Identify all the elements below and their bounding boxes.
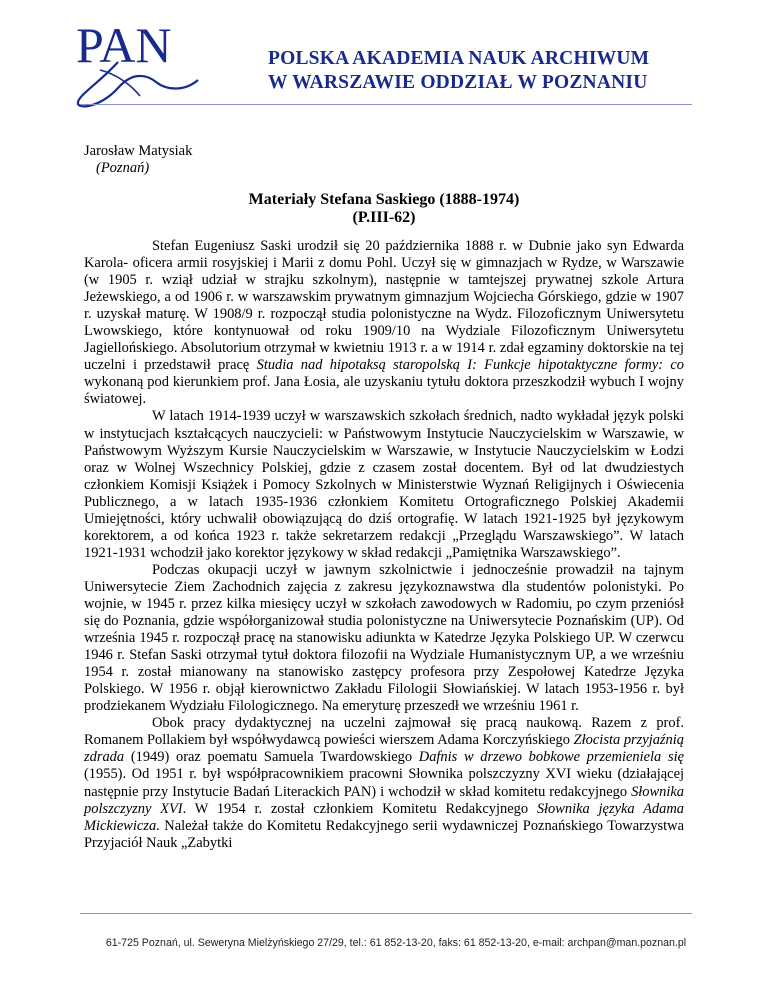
text-run: wykonaną pod kierunkiem prof. Jana Łosia, ale uzyskaniu tytułu doktora przeszkodził wybuch I wojny światowej. (84, 374, 684, 408)
text-run: Podczas okupacji uczył w jawnym szkolnictwie i jednocześnie prowadził na tajnym Uniwersytecie Ziem Zachodnich zajęcia z zakresu językoznawstwa dla studentów polonistyki. Po wojnie, w 1945 r. przez kilka miesięcy uczył w szkołach zawodowych w Radomiu, po czym przeniósł się do Poznania, gdzie współorganizował studia polonistyczne na Uniwersytecie Poznańskim (UP). Od września 1945 r. rozpoczął pracę na stanowisku adiunkta w Katedrze Języka Polskiego UP. W czerwcu 1946 r. Stefan Saski otrzymał tytuł doktora filozofii na Wydziale Humanistycznym UP, a we wrześniu 1954 r. został mianowany na stanowisko zastępcy profesora przy Zespołowej Katedrze Języka Polskiego. W 1956 r. objął kierownictwo Zakładu Filologii Słowiańskiej. W latach 1953-1956 r. był prodziekanem Wydziału Filologicznego. Na emeryturę przeszedł we wrześniu 1961 r. (84, 561, 684, 715)
logo-text: PAN (76, 17, 172, 73)
paragraph (84, 408, 684, 561)
paragraph (84, 715, 684, 851)
italic-title: Dafnis w drzewo bobkowe przemieniela się (418, 749, 684, 766)
org-name-line1: POLSKA AKADEMIA NAUK ARCHIWUM (268, 48, 650, 69)
paragraph (84, 562, 684, 715)
article-body (84, 238, 684, 852)
text-run: (1949) oraz poematu Samuela Twardowskiego (124, 749, 419, 766)
italic-title: Studia nad hipotaksą staropolską I: Funkcje hipotaktyczne formy: co (256, 357, 684, 374)
italic-title: Słownika polszczyzny XVI (84, 783, 684, 817)
author-city: (Poznań) (96, 160, 150, 176)
paragraph (84, 238, 684, 408)
footer-text: 61-725 Poznań, ul. Seweryna Mielżyńskiego 27/29, tel.: 61 852-13-20, faks: 61 852-13-20, e-mail: archpan@man.poznan.pl (105, 937, 687, 949)
org-name-line2: W WARSZAWIE ODDZIAŁ W POZNANIU (268, 72, 648, 93)
italic-title: Złocista przyjaźnią zdrada (84, 732, 684, 766)
document-signature: (P.III-62) (352, 209, 416, 226)
author-name: Jarosław Matysiak (84, 143, 193, 159)
pan-logo (60, 10, 210, 110)
text-run: Obok pracy dydaktycznej na uczelni zajmował się pracą naukową. Razem z prof. Romanem Pollakiem był współwydawcą powieści wierszem Adama Korczyńskiego (84, 715, 684, 749)
footer-divider (80, 913, 692, 914)
text-run: W latach 1914-1939 uczył w warszawskich szkołach średnich, nadto wykładał język polski w instytucjach kształcących nauczycieli: w Państwowym Instytucie Nauczycielskim w Warszawie, w Państwowym Wyższym Kursie Nauczycielskim w Warszawie, w Instytucie Nauczycielskim w Łodzi oraz w Wolnej Wszechnicy Polskiej, gdzie z czasem został docentem. Był od lat dwudziestych członkiem Komisji Książek i Pomocy Szkolnych w Ministerstwie Wyznań Religijnych i Oświecenia Publicznego, a w latach 1935-1936 członkiem Komitetu Ortograficznego Polskiej Akademii Umiejętności, który uchwalił obowiązującą do dziś ortografię. W latach 1921-1925 był językowym korektorem, a od końca 1923 r. także sekretarzem redakcji „Przeglądu Warszawskiego”. W latach 1921-1931 wchodził jako korektor językowy w skład redakcji „Pamiętnika Warszawskiego”. (84, 408, 684, 561)
document-title: Materiały Stefana Saskiego (1888-1974) (248, 191, 520, 208)
text-run: Stefan Eugeniusz Saski urodził się 20 października 1888 r. w Dubnie jako syn Edwarda Karola- oficera armii rosyjskiej i Marii z domu Pohl. Uczył się w gimnazjach w Rydze, w Warszawie (w 1905 r. wziął udział w strajku szkolnym), następnie w tamtejszej prywatnej szkole Artura Jeżewskiego, a od 1906 r. w warszawskim prywatnym gimnazjum Wojciecha Górskiego, gdzie w 1907 r. uzyskał maturę. W 1908/9 r. rozpoczął studia polonistyczne na Wydz. Filozoficznym Uniwersytetu Lwowskiego, które kontynuował od roku 1909/10 na Wydziale Filozoficznym Uniwersytetu Jagiellońskiego. Absolutorium otrzymał w kwietniu 1913 r. a w 1914 r. zdał egzaminy doktorskie na tej uczelni i przedstawił pracę (84, 238, 684, 374)
text-run: . W 1954 r. został członkiem Komitetu Redakcyjnego (182, 800, 537, 817)
footer-address (0, 937, 768, 949)
italic-title: Słownika języka Adama Mickiewicza (84, 800, 685, 834)
text-run: (1955). Od 1951 r. był współpracownikiem pracowni Słownika polszczyzny XVI wieku (działającej następnie przy Instytucie Badań Literackich PAN) i wchodził w skład komitetu redakcyjnego (84, 766, 684, 800)
text-run: . Należał także do Komitetu Redakcyjnego serii wydawniczej Poznańskiego Towarzystwa Przyjaciół Nauk „Zabytki (84, 817, 684, 851)
header-divider (80, 104, 692, 105)
